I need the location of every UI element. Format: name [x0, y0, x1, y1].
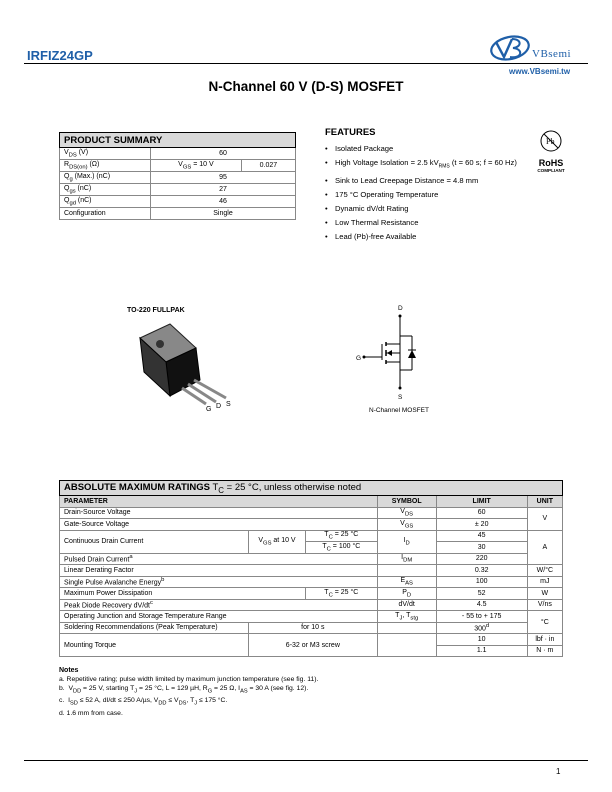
amr-symbol: $I_{DM}$ — [377, 553, 436, 565]
pin-d-label: D — [216, 403, 222, 410]
rohs-text: RoHS — [538, 158, 564, 168]
feature-item: • Sink to Lead Creepage Distance = 4.8 mm — [325, 174, 525, 188]
amr-col-parameter: PARAMETER — [60, 496, 378, 508]
amr-param: Pulsed Drain Current$^a$ — [60, 553, 378, 565]
rohs-subtext: COMPLIANT — [537, 168, 565, 173]
to220-package-icon — [130, 318, 240, 413]
schematic-caption: N-Channel MOSFET — [369, 407, 429, 414]
amr-param: Maximum Power Dissipation — [60, 588, 306, 600]
product-summary-heading: PRODUCT SUMMARY — [60, 133, 296, 148]
amr-heading-condition: $T_C = 25$ °C, unless otherwise noted — [212, 481, 362, 495]
amr-condition: 6-32 or M3 screw — [249, 634, 378, 657]
amr-limit: 45 — [436, 530, 527, 542]
feature-item: • High Voltage Isolation = 2.5 $kV_{RMS}$ (t = 60 s; f = 60 Hz) — [325, 156, 525, 175]
ps-value: 46 — [151, 196, 296, 208]
amr-heading — [60, 481, 563, 496]
ps-param: $R_{DS(on)}$ (Ω) — [60, 160, 151, 172]
note-item: d. 1.6 mm from case. — [59, 709, 123, 717]
ps-value: 0.027 — [241, 160, 295, 172]
amr-limit: 4.5 — [436, 599, 527, 611]
amr-symbol: $V_{GS}$ — [377, 519, 436, 531]
amr-param: Soldering Recommendations (Peak Temperature) — [60, 622, 249, 634]
amr-limit: 60 — [436, 507, 527, 519]
feature-item: • Isolated Package — [325, 142, 525, 156]
pb-mark: Pb — [546, 137, 555, 146]
amr-param: Peak Diode Recovery $dV/dt^c$ — [60, 599, 378, 611]
note-item: b. $V_{DD} = 25$ V, starting $T_J = 25$ °C, L = 129 µH, $R_G = 25$ Ω, $I_{AS} = 30$ A (see fig. 12). — [59, 685, 309, 695]
amr-temp-condition: $T_C = 100$ °C — [306, 542, 378, 554]
amr-symbol: $I_D$ — [377, 530, 436, 553]
ps-value: 95 — [151, 172, 296, 184]
ps-param: Configuration — [60, 208, 151, 220]
amr-unit: lbf · in — [527, 634, 562, 646]
amr-unit: A — [527, 530, 562, 565]
absolute-max-ratings-table — [59, 480, 563, 657]
amr-limit: 30 — [436, 542, 527, 554]
features-heading: FEATURES — [325, 127, 376, 138]
schematic-d-label: D — [398, 305, 403, 312]
brand-name: VBsemi — [532, 48, 572, 60]
feature-item: • Low Thermal Resistance — [325, 216, 525, 230]
amr-symbol: $V_{DS}$ — [377, 507, 436, 519]
ps-value: 60 — [151, 148, 296, 160]
amr-unit: mJ — [527, 576, 562, 588]
rohs-badge — [533, 130, 569, 173]
notes-heading: Notes — [59, 667, 79, 674]
amr-param: Mounting Torque — [60, 634, 249, 657]
amr-param: Single Pulse Avalanche Energy$^b$ — [60, 576, 378, 588]
feature-item: • Lead (Pb)-free Available — [325, 230, 525, 244]
feature-item: • Dynamic dV/dt Rating — [325, 202, 525, 216]
page-number: 1 — [556, 767, 561, 776]
amr-unit: N · m — [527, 645, 562, 657]
amr-limit: - 55 to + 175 — [436, 611, 527, 623]
amr-param: Linear Derating Factor — [60, 565, 378, 577]
amr-symbol — [377, 622, 436, 634]
amr-param: Drain-Source Voltage — [60, 507, 378, 519]
amr-col-symbol: SYMBOL — [377, 496, 436, 508]
product-summary-table — [59, 132, 296, 220]
amr-param: Gate-Source Voltage — [60, 519, 378, 531]
schematic-g-label: G — [356, 355, 362, 362]
ps-param: $V_{DS}$ (V) — [60, 148, 151, 160]
pb-free-icon — [539, 130, 563, 152]
features-list — [325, 142, 525, 243]
amr-symbol: $E_{AS}$ — [377, 576, 436, 588]
ps-value: Single — [151, 208, 296, 220]
vbsemi-logo-icon — [488, 33, 534, 63]
amr-heading-title: ABSOLUTE MAXIMUM RATINGS — [64, 481, 211, 493]
pin-s-label: S — [226, 401, 231, 408]
amr-col-unit: UNIT — [527, 496, 562, 508]
amr-limit: 52 — [436, 588, 527, 600]
amr-unit: W — [527, 588, 562, 600]
amr-symbol: dV/dt — [377, 599, 436, 611]
amr-col-limit: LIMIT — [436, 496, 527, 508]
amr-limit: 1.1 — [436, 645, 527, 657]
amr-unit: V — [527, 507, 562, 530]
amr-symbol — [377, 634, 436, 657]
amr-temp-condition: $T_C = 25$ °C — [306, 530, 378, 542]
document-title: N-Channel 60 V (D-S) MOSFET — [208, 79, 404, 94]
website-link[interactable]: www.VBsemi.tw — [509, 67, 571, 76]
schematic-s-label: S — [398, 394, 403, 401]
amr-condition: $V_{GS}$ at 10 V — [249, 530, 306, 553]
amr-unit: °C — [527, 611, 562, 634]
ps-condition: $V_{GS} = 10$ V — [151, 160, 242, 172]
header-rule — [24, 63, 588, 64]
note-item: a. Repetitive rating; pulse width limited by maximum junction temperature (see fig. 11). — [59, 676, 319, 683]
part-number: IRFIZ24GP — [27, 48, 93, 63]
footer-rule — [24, 760, 588, 761]
mosfet-schematic-icon — [350, 300, 430, 405]
amr-symbol: $P_D$ — [377, 588, 436, 600]
amr-limit: 300$^d$ — [436, 622, 527, 634]
ps-param: $Q_{gs}$ (nC) — [60, 184, 151, 196]
amr-condition: $T_C = 25$ °C — [306, 588, 378, 600]
amr-symbol — [377, 565, 436, 577]
ps-param: $Q_{gd}$ (nC) — [60, 196, 151, 208]
amr-limit: 220 — [436, 553, 527, 565]
package-label: TO-220 FULLPAK — [127, 307, 185, 314]
amr-limit: 100 — [436, 576, 527, 588]
ps-value: 27 — [151, 184, 296, 196]
amr-unit: W/°C — [527, 565, 562, 577]
amr-condition: for 10 s — [249, 622, 378, 634]
amr-param: Operating Junction and Storage Temperature Range — [60, 611, 378, 623]
note-item: c. $I_{SD} \le 52$ A, dI/dt ≤ 250 A/µs, $V_{DD} \le V_{DS}$, $T_J \le 175$ °C. — [59, 697, 228, 707]
amr-limit: 0.32 — [436, 565, 527, 577]
amr-limit: ± 20 — [436, 519, 527, 531]
amr-param: Continuous Drain Current — [60, 530, 249, 553]
amr-limit: 10 — [436, 634, 527, 646]
amr-unit: V/ns — [527, 599, 562, 611]
ps-param: $Q_g$ (Max.) (nC) — [60, 172, 151, 184]
notes-section — [59, 666, 318, 718]
amr-symbol: $T_J$, $T_{stg}$ — [377, 611, 436, 623]
pin-g-label: G — [206, 406, 212, 413]
feature-item: • 175 °C Operating Temperature — [325, 188, 525, 202]
